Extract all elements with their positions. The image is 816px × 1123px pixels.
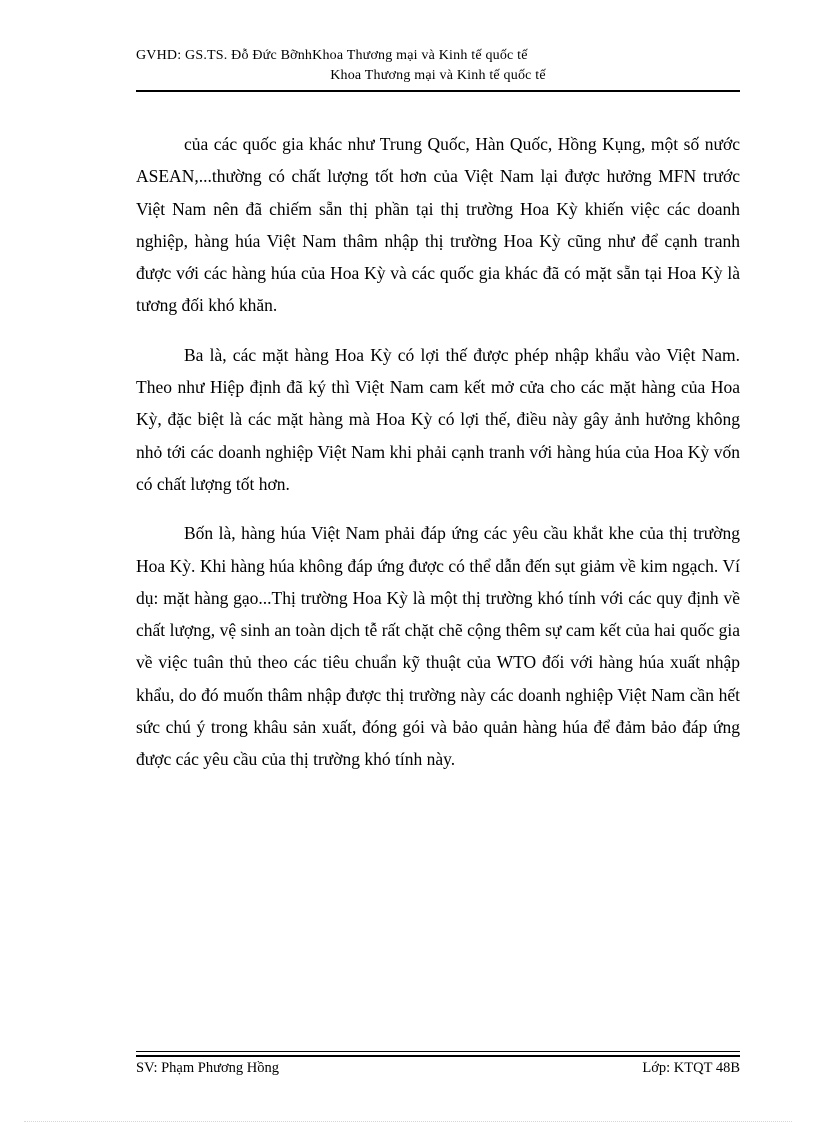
page-footer bbox=[136, 1058, 740, 1078]
header-faculty-line: Khoa Thương mại và Kinh tế quốc tế bbox=[330, 68, 546, 83]
document-body bbox=[136, 128, 740, 793]
paragraph-3: Bốn là, hàng húa Việt Nam phải đáp ứng các yêu cầu khắt khe của thị trường Hoa Kỳ. Khi hàng húa không đáp ứng được có thể dẫn đến sụt giảm về kim ngạch. Ví dụ: mặt hàng gạo...Thị trường Hoa Kỳ là một thị trường khó tính với các quy định về chất lượng, vệ sinh an toàn dịch tễ rất chặt chẽ cộng thêm sự cam kết của hai quốc gia về việc tuân thủ theo các tiêu chuẩn kỹ thuật của WTO đối với hàng húa xuất nhập khẩu, do đó muốn thâm nhập được thị trường này các doanh nghiệp Việt Nam cần hết sức chú ý trong khâu sản xuất, đóng gói và bảo quản hàng húa để đảm bảo đáp ứng được các yêu cầu của thị trường khó tính này. bbox=[136, 523, 740, 770]
footer-divider bbox=[136, 1051, 740, 1057]
page-header bbox=[136, 46, 740, 86]
header-divider bbox=[136, 90, 740, 92]
footer-class: Lớp: KTQT 48B bbox=[642, 1060, 740, 1076]
header-advisor-line: GVHD: GS.TS. Đỗ Đức BỡnhKhoa Thương mại và Kinh tế quốc tế bbox=[136, 48, 528, 63]
footer-student-name: SV: Phạm Phương Hồng bbox=[136, 1060, 279, 1076]
page-bottom-edge bbox=[24, 1121, 792, 1122]
paragraph-1: của các quốc gia khác như Trung Quốc, Hàn Quốc, Hồng Kụng, một số nước ASEAN,...thường có chất lượng tốt hơn của Việt Nam lại được hưởng MFN trước Việt Nam nên đã chiếm sẵn thị phần tại thị trường Hoa Kỳ khiến việc các doanh nghiệp, hàng húa Việt Nam thâm nhập thị trường Hoa Kỳ cũng như để cạnh tranh được với các hàng húa của Hoa Kỳ và các quốc gia khác đã có mặt sẵn tại Hoa Kỳ là tương đối khó khăn. bbox=[136, 134, 740, 316]
paragraph-2: Ba là, các mặt hàng Hoa Kỳ có lợi thế được phép nhập khẩu vào Việt Nam. Theo như Hiệp định đã ký thì Việt Nam cam kết mở cửa cho các mặt hàng của Hoa Kỳ, đặc biệt là các mặt hàng mà Hoa Kỳ có lợi thế, điều này gây ảnh hưởng không nhỏ tới các doanh nghiệp Việt Nam khi phải cạnh tranh với hàng húa của Hoa Kỳ vốn có chất lượng tốt hơn. bbox=[136, 344, 740, 494]
